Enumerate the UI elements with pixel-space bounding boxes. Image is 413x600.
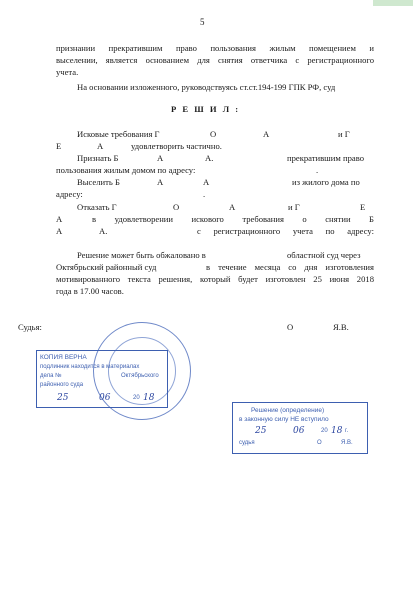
validity-stamp-month: 06 bbox=[293, 426, 305, 436]
validity-stamp-row1: Решение (определение) bbox=[251, 407, 325, 414]
decision-heading: Р Е Ш И Л : bbox=[171, 104, 241, 114]
copy-stamp-year-hand: 18 bbox=[143, 393, 155, 403]
text-line-2: выселении, является основанием для снятия ответчика с регистрационного bbox=[56, 55, 374, 65]
text-line-15b: в течение месяца со дня изготовления bbox=[206, 262, 374, 272]
text-line-12a: А bbox=[56, 214, 63, 224]
text-line-11b: О bbox=[173, 202, 180, 212]
text-line-16: мотивированного текста решения, который будет изготовлен 25 июня 2018 bbox=[56, 274, 374, 284]
validity-stamp bbox=[232, 402, 368, 454]
page-number: 5 bbox=[200, 17, 205, 27]
text-line-6c: удовлетворить частично. bbox=[131, 141, 222, 151]
text-line-5d: и Г bbox=[338, 129, 350, 139]
corner-mark bbox=[373, 0, 413, 6]
copy-stamp-year: 20 bbox=[133, 395, 140, 401]
text-line-11c: А bbox=[229, 202, 236, 212]
validity-stamp-sign-o: О bbox=[317, 440, 322, 446]
copy-stamp-row2a: дела № bbox=[40, 373, 62, 379]
validity-stamp-sign-label: судья bbox=[239, 440, 255, 446]
judge-initials: Я.В. bbox=[333, 322, 349, 332]
text-line-8-end: . bbox=[316, 165, 319, 175]
validity-stamp-sign-initials: Я.В. bbox=[341, 440, 353, 446]
text-line-11d: и Г bbox=[288, 202, 300, 212]
text-line-9b: А bbox=[157, 177, 164, 187]
text-line-7d: прекратившим право bbox=[287, 153, 364, 163]
text-line-1: признании прекратившим право пользования жилым помещением и bbox=[56, 43, 374, 53]
text-line-15a: Октябрьский районный суд bbox=[56, 262, 157, 272]
validity-stamp-year: 20 bbox=[321, 428, 328, 434]
text-line-17: года в 17.00 часов. bbox=[56, 286, 124, 296]
copy-stamp-title: КОПИЯ ВЕРНА bbox=[40, 354, 87, 361]
text-line-9c: А bbox=[203, 177, 210, 187]
copy-stamp-row3: районного суда bbox=[40, 382, 84, 388]
text-line-6a: Е bbox=[56, 141, 62, 151]
text-line-10: адресу: bbox=[56, 189, 83, 199]
copy-stamp bbox=[36, 350, 168, 408]
text-line-12b: в удовлетворении искового требования о снятии Б bbox=[92, 214, 374, 224]
validity-stamp-row2: в законную силу НЕ вступило bbox=[239, 416, 329, 423]
text-line-4: На основании изложенного, руководствуясь ст.ст.194-199 ГПК РФ, суд bbox=[77, 82, 336, 92]
text-line-9d: из жилого дома по bbox=[292, 177, 360, 187]
judge-label: Судья: bbox=[18, 322, 42, 332]
text-line-11a: Отказать Г bbox=[77, 202, 117, 212]
text-line-13c: с регистрационного учета по адресу: bbox=[197, 226, 374, 236]
text-line-10-end: . bbox=[203, 189, 206, 199]
text-line-5a: Исковые требования Г bbox=[77, 129, 160, 139]
copy-stamp-day: 25 bbox=[57, 393, 69, 403]
text-line-5b: О bbox=[210, 129, 217, 139]
text-line-14a: Решение может быть обжаловано в bbox=[77, 250, 206, 260]
text-line-9a: Выселить Б bbox=[77, 177, 120, 187]
text-line-11e: Е bbox=[360, 202, 366, 212]
text-line-13b: А. bbox=[99, 226, 108, 236]
text-line-8: пользования жилым домом по адресу: bbox=[56, 165, 196, 175]
validity-stamp-suffix: г. bbox=[345, 428, 349, 434]
text-line-5c: А bbox=[263, 129, 270, 139]
text-line-14b: областной суд через bbox=[287, 250, 361, 260]
text-line-7c: А. bbox=[205, 153, 214, 163]
validity-stamp-day: 25 bbox=[255, 426, 267, 436]
copy-stamp-row2b: Октябрьского bbox=[121, 373, 159, 379]
text-line-13a: А bbox=[56, 226, 63, 236]
copy-stamp-month: 06 bbox=[99, 393, 111, 403]
validity-stamp-year-hand: 18 bbox=[331, 426, 343, 436]
text-line-3: учета. bbox=[56, 67, 79, 77]
text-line-6b: А bbox=[97, 141, 104, 151]
text-line-7b: А bbox=[157, 153, 164, 163]
judge-surname-initial: О bbox=[287, 322, 294, 332]
text-line-7a: Признать Б bbox=[77, 153, 119, 163]
copy-stamp-row1: подлинник находится в материалах bbox=[40, 364, 140, 370]
